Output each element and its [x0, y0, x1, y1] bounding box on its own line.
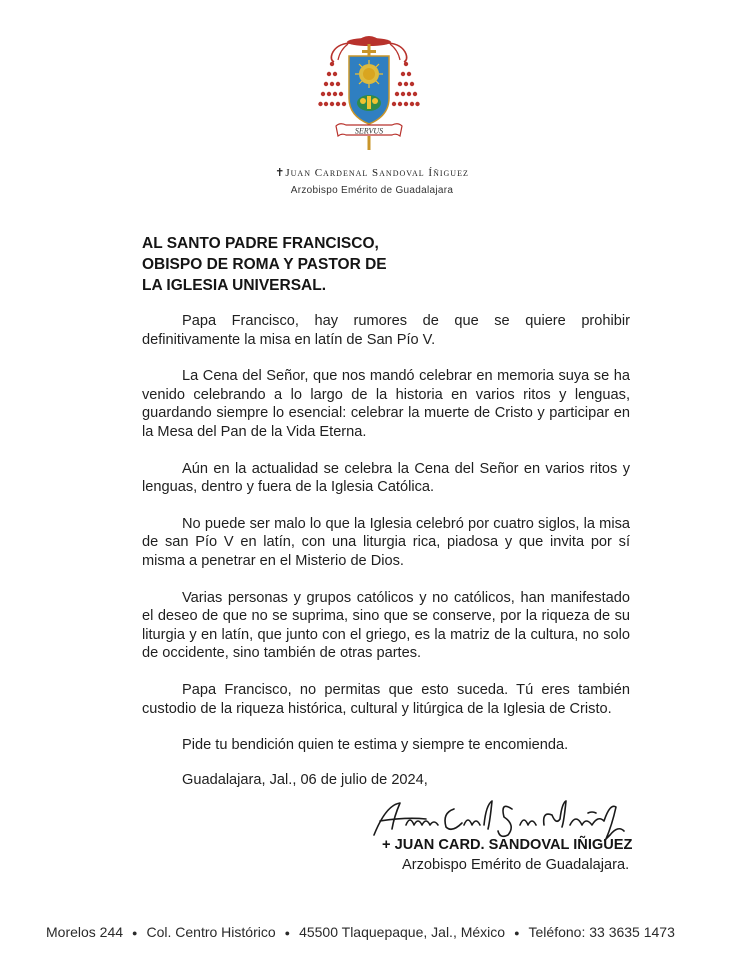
address-line: OBISPO DE ROMA Y PASTOR DE — [142, 256, 387, 273]
recipient-address — [142, 233, 562, 296]
paragraph: La Cena del Señor, que nos mandó celebrar en memoria suya se ha venido celebrando a lo largo de la historia en varios ritos y lenguas, guardando siempre lo esencial: celebrar la muerte de Cristo y participar en la Mesa del Pan de la Vida Eterna. — [142, 368, 630, 440]
sun-emblem-icon — [355, 60, 383, 88]
bullet-separator-icon: ● — [132, 928, 138, 939]
place-date: Guadalajara, Jal., 06 de julio de 2024, — [182, 772, 428, 788]
paragraph: Papa Francisco, hay rumores de que se quiere prohibir definitivamente la misa en latín de San Pío V. — [142, 313, 630, 348]
signer-title: Arzobispo Emérito de Guadalajara. — [402, 857, 630, 873]
footer-street: Morelos 244 — [46, 924, 124, 940]
letterhead-footer — [46, 924, 706, 940]
signature-text: Juan Card. Sandoval — [366, 795, 376, 796]
footer-phone: Teléfono: 33 3635 1473 — [528, 924, 675, 940]
address-line: LA IGLESIA UNIVERSAL. — [142, 277, 327, 294]
episcopal-coat-of-arms — [318, 30, 420, 152]
lower-emblem-icon — [357, 95, 381, 111]
bullet-separator-icon: ● — [284, 928, 291, 939]
letter-body — [142, 312, 630, 755]
crest-motto: SERVUS — [354, 126, 384, 136]
paragraph: Papa Francisco, no permitas que esto suceda. Tú eres también custodio de la riqueza histórica, cultural y litúrgica de la Iglesia de Cristo. — [142, 681, 630, 717]
address-line: AL SANTO PADRE FRANCISCO, — [142, 235, 379, 252]
sender-name: ✝Juan Cardenal Sandoval Íñiguez — [275, 167, 469, 179]
left-tassels-icon — [318, 62, 346, 106]
paragraph: Varias personas y grupos católicos y no católicos, han manifestado el deseo de que no se suprima, sino que se conserve, por la riqueza de su liturgia y en latín, que junto con el griego, es la matriz de la cultura, no solo de occidente, sino también de otras partes. — [142, 589, 630, 662]
right-tassels-icon — [392, 62, 420, 106]
sender-title: Arzobispo Emérito de Guadalajara — [290, 185, 454, 196]
paragraph: No puede ser malo lo que la Iglesia celebró por cuatro siglos, la misa de san Pío V en latín, con una liturgia rica, piadosa y que invita por sí misma a penetrar en el Misterio de Dios. — [142, 515, 630, 569]
paragraph: Aún en la actualidad se celebra la Cena del Señor en varios ritos y lenguas, dentro y fuera de la Iglesia Católica. — [142, 460, 630, 496]
bullet-separator-icon: ● — [514, 928, 520, 939]
signer-name: + JUAN CARD. SANDOVAL IÑIGUEZ — [382, 837, 633, 853]
footer-city: 45500 Tlaquepaque, Jal., México — [299, 924, 506, 940]
paragraph: Pide tu bendición quien te estima y siempre te encomienda. — [182, 737, 569, 754]
footer-district: Col. Centro Histórico — [146, 924, 276, 940]
